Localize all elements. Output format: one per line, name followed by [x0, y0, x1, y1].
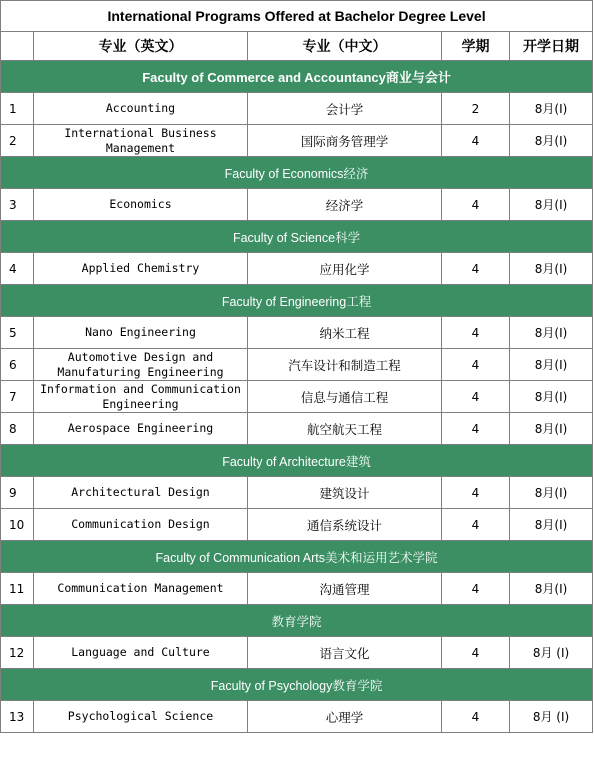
table-row	[1, 125, 593, 157]
row-number-cell: 5	[1, 317, 34, 349]
semester-cell: 4	[442, 381, 510, 413]
faculty-row	[1, 221, 593, 253]
faculty-row	[1, 61, 593, 93]
table-row	[1, 349, 593, 381]
semester-cell: 4	[442, 509, 510, 541]
row-number-cell: 6	[1, 349, 34, 381]
major-en-cell: Applied Chemistry	[34, 253, 248, 285]
major-cn-cell: 通信系统设计	[248, 509, 442, 541]
faculty-row	[1, 285, 593, 317]
row-number-cell: 4	[1, 253, 34, 285]
header-major-cn: 专业（中文）	[248, 32, 442, 61]
major-en-cell: Nano Engineering	[34, 317, 248, 349]
semester-cell: 4	[442, 189, 510, 221]
major-en-cell: International Business Management	[34, 125, 248, 157]
semester-cell: 4	[442, 125, 510, 157]
major-en-cell: Information and Communication Engineering	[34, 381, 248, 413]
start-date-cell: 8月 (I)	[510, 701, 593, 733]
faculty-label: Faculty of Commerce and Accountancy商业与会计	[1, 61, 593, 93]
header-number	[1, 32, 34, 61]
major-cn-cell: 心理学	[248, 701, 442, 733]
row-number-cell: 1	[1, 93, 34, 125]
faculty-label: Faculty of Communication Arts美术和运用艺术学院	[1, 541, 593, 573]
row-number-cell: 13	[1, 701, 34, 733]
table-row	[1, 413, 593, 445]
title-row	[1, 1, 593, 32]
header-major-en: 专业（英文）	[34, 32, 248, 61]
faculty-row	[1, 445, 593, 477]
major-cn-cell: 信息与通信工程	[248, 381, 442, 413]
major-en-cell: Communication Management	[34, 573, 248, 605]
major-en-cell: Communication Design	[34, 509, 248, 541]
major-cn-cell: 国际商务管理学	[248, 125, 442, 157]
table-row	[1, 477, 593, 509]
major-en-cell: Psychological Science	[34, 701, 248, 733]
table-row	[1, 253, 593, 285]
semester-cell: 4	[442, 413, 510, 445]
row-number-cell: 9	[1, 477, 34, 509]
major-en-cell: Accounting	[34, 93, 248, 125]
start-date-cell: 8月(I)	[510, 253, 593, 285]
faculty-row	[1, 605, 593, 637]
faculty-row	[1, 157, 593, 189]
faculty-label: 教育学院	[1, 605, 593, 637]
table-row	[1, 381, 593, 413]
start-date-cell: 8月(I)	[510, 413, 593, 445]
row-number-cell: 8	[1, 413, 34, 445]
major-cn-cell: 会计学	[248, 93, 442, 125]
major-cn-cell: 汽车设计和制造工程	[248, 349, 442, 381]
start-date-cell: 8月(I)	[510, 477, 593, 509]
faculty-label: Faculty of Economics经济	[1, 157, 593, 189]
faculty-label: Faculty of Science科学	[1, 221, 593, 253]
table-row	[1, 573, 593, 605]
header-semester: 学期	[442, 32, 510, 61]
row-number-cell: 7	[1, 381, 34, 413]
table-row	[1, 637, 593, 669]
header-start-date: 开学日期	[510, 32, 593, 61]
major-cn-cell: 建筑设计	[248, 477, 442, 509]
major-cn-cell: 航空航天工程	[248, 413, 442, 445]
semester-cell: 2	[442, 93, 510, 125]
major-cn-cell: 语言文化	[248, 637, 442, 669]
semester-cell: 4	[442, 317, 510, 349]
header-row	[1, 32, 593, 61]
start-date-cell: 8月(I)	[510, 317, 593, 349]
start-date-cell: 8月(I)	[510, 509, 593, 541]
semester-cell: 4	[442, 637, 510, 669]
faculty-row	[1, 669, 593, 701]
start-date-cell: 8月(I)	[510, 189, 593, 221]
major-en-cell: Architectural Design	[34, 477, 248, 509]
faculty-label: Faculty of Psychology教育学院	[1, 669, 593, 701]
major-cn-cell: 应用化学	[248, 253, 442, 285]
row-number-cell: 12	[1, 637, 34, 669]
row-number-cell: 10	[1, 509, 34, 541]
table-body	[1, 1, 593, 733]
semester-cell: 4	[442, 477, 510, 509]
start-date-cell: 8月 (I)	[510, 637, 593, 669]
faculty-label: Faculty of Architecture建筑	[1, 445, 593, 477]
major-cn-cell: 经济学	[248, 189, 442, 221]
table-row	[1, 701, 593, 733]
faculty-row	[1, 541, 593, 573]
row-number-cell: 11	[1, 573, 34, 605]
row-number-cell: 2	[1, 125, 34, 157]
major-en-cell: Aerospace Engineering	[34, 413, 248, 445]
start-date-cell: 8月(I)	[510, 349, 593, 381]
semester-cell: 4	[442, 701, 510, 733]
start-date-cell: 8月(I)	[510, 93, 593, 125]
major-en-cell: Economics	[34, 189, 248, 221]
start-date-cell: 8月(I)	[510, 125, 593, 157]
table-row	[1, 93, 593, 125]
table-row	[1, 189, 593, 221]
major-cn-cell: 沟通管理	[248, 573, 442, 605]
semester-cell: 4	[442, 253, 510, 285]
semester-cell: 4	[442, 573, 510, 605]
start-date-cell: 8月(I)	[510, 381, 593, 413]
table-row	[1, 509, 593, 541]
faculty-label: Faculty of Engineering工程	[1, 285, 593, 317]
major-cn-cell: 纳米工程	[248, 317, 442, 349]
table-title: International Programs Offered at Bachelor Degree Level	[1, 1, 593, 32]
semester-cell: 4	[442, 349, 510, 381]
row-number-cell: 3	[1, 189, 34, 221]
major-en-cell: Language and Culture	[34, 637, 248, 669]
major-en-cell: Automotive Design and Manufaturing Engineering	[34, 349, 248, 381]
start-date-cell: 8月(I)	[510, 573, 593, 605]
table-row	[1, 317, 593, 349]
